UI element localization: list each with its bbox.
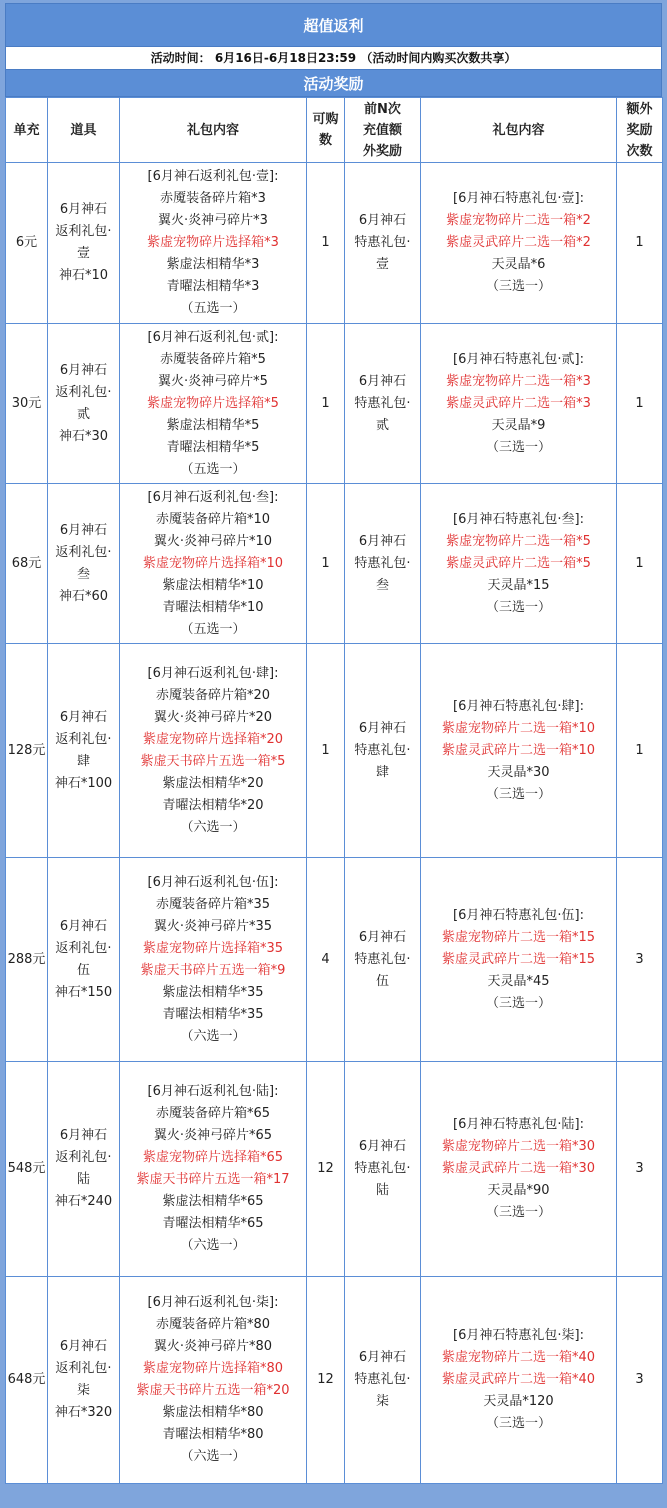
content-line: （六选一） <box>180 1449 246 1464</box>
bonus-count-cell: 1 <box>617 644 663 858</box>
bonus-item-line: 特惠礼包· <box>354 235 411 250</box>
bonus-content-line: 紫虚宠物碎片二选一箱*5 <box>446 533 591 549</box>
content-line: 紫虚法相精华*65 <box>162 1194 264 1209</box>
bonus-item-line: 6月神石 <box>358 373 407 389</box>
price-cell: 30元 <box>6 324 48 484</box>
content-line: 赤魇装备碎片箱*35 <box>155 896 271 912</box>
content-line: 紫虚宠物碎片选择箱*65 <box>142 1150 284 1165</box>
bonus-content-line: 紫虚宠物碎片二选一箱*2 <box>446 213 591 228</box>
bonus-content-line: 紫虚灵武碎片二选一箱*2 <box>446 235 591 250</box>
bonus-item-line: 特惠礼包· <box>354 555 411 571</box>
content-line: 青曜法相精华*65 <box>162 1216 264 1231</box>
table-row <box>6 163 663 324</box>
count-cell: 1 <box>307 324 345 484</box>
bonus-content-line: 紫虚宠物碎片二选一箱*40 <box>441 1350 596 1365</box>
content-line: 翼火·炎神弓碎片*65 <box>153 1128 273 1143</box>
price-cell: 68元 <box>6 484 48 644</box>
content-line: 翼火·炎神弓碎片*20 <box>153 709 273 725</box>
bonus-content-line: 紫虚宠物碎片二选一箱*30 <box>441 1139 596 1154</box>
item-line: 神石*150 <box>54 984 113 1000</box>
item-cell <box>48 1277 120 1484</box>
bonus-content-line: 紫虚灵武碎片二选一箱*40 <box>441 1372 596 1387</box>
content-line: 紫虚宠物碎片选择箱*3 <box>147 235 279 250</box>
column-header-bonus-content: 礼包内容 <box>421 98 617 163</box>
bonus-item-line: 肆 <box>375 764 389 780</box>
content-line: [6月神石返利礼包·陆]: <box>147 1084 279 1099</box>
item-line: 6月神石 <box>59 709 108 725</box>
item-line: 6月神石 <box>59 1339 108 1354</box>
content-cell <box>120 324 307 484</box>
page-title: 超值返利 <box>5 3 662 47</box>
bonus-item-line: 特惠礼包· <box>354 1372 411 1387</box>
content-line: 紫虚宠物碎片选择箱*80 <box>142 1361 284 1376</box>
content-line: [6月神石返利礼包·壹]: <box>147 169 279 184</box>
content-line: 赤魇装备碎片箱*3 <box>160 191 266 206</box>
item-line: 柒 <box>76 1383 90 1398</box>
item-cell <box>48 484 120 644</box>
item-line: 壹 <box>76 246 90 261</box>
footer-band <box>5 1484 662 1508</box>
count-cell: 1 <box>307 644 345 858</box>
bonus-count-cell: 1 <box>617 484 663 644</box>
item-line: 6月神石 <box>59 362 108 378</box>
item-line: 伍 <box>76 962 90 978</box>
bonus-item-line: 陆 <box>375 1183 389 1198</box>
bonus-count-cell: 3 <box>617 1062 663 1277</box>
item-line: 肆 <box>76 753 90 769</box>
bonus-item-line: 6月神石 <box>358 720 407 736</box>
bonus-content-line: （三选一） <box>485 599 551 615</box>
item-line: 返利礼包· <box>55 1150 112 1165</box>
content-line: 紫虚天书碎片五选一箱*9 <box>140 962 286 978</box>
content-line: （六选一） <box>180 819 246 835</box>
bonus-content-line: 天灵晶*45 <box>487 973 550 989</box>
bonus-content-line: [6月神石特惠礼包·柒]: <box>453 1328 584 1343</box>
content-line: （六选一） <box>180 1028 246 1044</box>
item-line: 6月神石 <box>59 918 108 934</box>
item-line: 返利礼包· <box>55 224 112 239</box>
item-cell <box>48 324 120 484</box>
item-line: 返利礼包· <box>55 940 112 956</box>
content-line: 青曜法相精华*35 <box>162 1006 264 1022</box>
item-line: 返利礼包· <box>55 1361 112 1376</box>
content-line: 赤魇装备碎片箱*65 <box>155 1106 271 1121</box>
bonus-content-line: 天灵晶*30 <box>487 764 550 780</box>
bonus-content-cell <box>421 324 617 484</box>
column-header-bonus-item: 前N次 充值额 外奖励 <box>345 98 421 163</box>
content-line: [6月神石返利礼包·伍]: <box>147 874 279 890</box>
bonus-content-line: 天灵晶*9 <box>491 417 546 433</box>
bonus-content-line: （三选一） <box>485 786 551 802</box>
bonus-content-line: 紫虚灵武碎片二选一箱*10 <box>441 742 596 758</box>
bonus-item-line: 特惠礼包· <box>354 742 411 758</box>
bonus-content-cell <box>421 1062 617 1277</box>
content-line: 紫虚宠物碎片选择箱*10 <box>142 555 284 571</box>
content-line: [6月神石返利礼包·贰]: <box>147 329 279 345</box>
price-cell: 548元 <box>6 1062 48 1277</box>
bonus-item-line: 6月神石 <box>358 929 407 945</box>
bonus-content-line: 紫虚灵武碎片二选一箱*30 <box>441 1161 596 1176</box>
count-cell: 1 <box>307 484 345 644</box>
bonus-content-line: [6月神石特惠礼包·壹]: <box>453 191 584 206</box>
item-cell <box>48 163 120 324</box>
price-cell: 648元 <box>6 1277 48 1484</box>
item-line: 神石*30 <box>58 428 109 444</box>
item-line: 6月神石 <box>59 522 108 538</box>
content-line: 青曜法相精华*5 <box>166 439 260 455</box>
bonus-content-cell <box>421 644 617 858</box>
content-line: 赤魇装备碎片箱*80 <box>155 1317 271 1332</box>
bonus-content-line: （三选一） <box>485 439 551 455</box>
column-header-count: 可购 数 <box>307 98 345 163</box>
table-row <box>6 324 663 484</box>
count-cell: 12 <box>307 1062 345 1277</box>
table-row <box>6 858 663 1062</box>
content-cell <box>120 1277 307 1484</box>
bonus-content-line: 天灵晶*6 <box>491 257 546 272</box>
item-line: 6月神石 <box>59 1128 108 1143</box>
content-line: 紫虚法相精华*5 <box>166 417 260 433</box>
content-line: 紫虚法相精华*3 <box>166 257 260 272</box>
bonus-content-line: [6月神石特惠礼包·肆]: <box>453 698 584 714</box>
bonus-item-line: 6月神石 <box>358 1139 407 1154</box>
bonus-content-cell <box>421 484 617 644</box>
section-title: 活动奖励 <box>5 69 662 97</box>
bonus-content-line: 天灵晶*15 <box>487 577 550 593</box>
table-row <box>6 644 663 858</box>
item-cell <box>48 858 120 1062</box>
column-header-content: 礼包内容 <box>120 98 307 163</box>
content-line: 紫虚法相精华*10 <box>162 577 264 593</box>
content-line: [6月神石返利礼包·柒]: <box>147 1295 279 1310</box>
content-cell <box>120 858 307 1062</box>
bonus-count-cell: 3 <box>617 1277 663 1484</box>
count-cell: 1 <box>307 163 345 324</box>
content-line: 紫虚法相精华*35 <box>162 984 264 1000</box>
content-line: 赤魇装备碎片箱*10 <box>155 511 271 527</box>
price-cell: 6元 <box>6 163 48 324</box>
content-line: （五选一） <box>180 301 246 316</box>
column-header-item: 道具 <box>48 98 120 163</box>
event-time <box>5 47 662 69</box>
item-line: 返利礼包· <box>55 384 112 400</box>
item-line: 陆 <box>76 1172 90 1187</box>
bonus-content-line: 天灵晶*120 <box>483 1394 554 1409</box>
bonus-content-line: 天灵晶*90 <box>487 1183 550 1198</box>
content-cell <box>120 163 307 324</box>
bonus-item-line: 特惠礼包· <box>354 951 411 967</box>
content-cell <box>120 1062 307 1277</box>
bonus-content-line: 紫虚灵武碎片二选一箱*5 <box>446 555 591 571</box>
content-line: 赤魇装备碎片箱*20 <box>155 687 271 703</box>
count-cell: 12 <box>307 1277 345 1484</box>
bonus-content-line: 紫虚灵武碎片二选一箱*15 <box>441 951 596 967</box>
column-header-price: 单充 <box>6 98 48 163</box>
bonus-item-line: 柒 <box>375 1394 389 1409</box>
bonus-item-cell <box>345 644 421 858</box>
bonus-content-line: （三选一） <box>485 1416 551 1431</box>
table-header-row <box>6 98 663 163</box>
bonus-item-line: 贰 <box>375 417 389 433</box>
bonus-content-line: 紫虚灵武碎片二选一箱*3 <box>446 395 591 411</box>
content-line: （五选一） <box>180 461 246 477</box>
table-row <box>6 1062 663 1277</box>
bonus-content-line: [6月神石特惠礼包·叁]: <box>453 511 584 527</box>
bonus-item-line: 叁 <box>375 577 389 593</box>
table-body <box>6 163 663 1484</box>
table-row <box>6 1277 663 1484</box>
bonus-count-cell: 3 <box>617 858 663 1062</box>
event-time-value: 6月16日-6月18日23:59 <box>214 51 357 65</box>
bonus-item-cell <box>345 163 421 324</box>
content-line: 紫虚宠物碎片选择箱*5 <box>147 395 279 411</box>
item-line: 神石*60 <box>58 588 109 604</box>
item-line: 贰 <box>76 406 90 422</box>
content-line: 赤魇装备碎片箱*5 <box>160 351 266 367</box>
price-cell: 288元 <box>6 858 48 1062</box>
content-line: 翼火·炎神弓碎片*10 <box>153 533 273 549</box>
bonus-item-line: 6月神石 <box>358 1350 407 1365</box>
item-line: 神石*100 <box>54 775 113 791</box>
bonus-count-cell: 1 <box>617 163 663 324</box>
bonus-content-line: 紫虚宠物碎片二选一箱*10 <box>441 720 596 736</box>
column-header-bonus-count: 额外 奖励 次数 <box>617 98 663 163</box>
rewards-table <box>5 97 663 1484</box>
content-cell <box>120 484 307 644</box>
bonus-content-cell <box>421 163 617 324</box>
item-line: 叁 <box>76 566 90 582</box>
content-line: 紫虚天书碎片五选一箱*20 <box>136 1383 290 1398</box>
content-line: [6月神石返利礼包·叁]: <box>147 489 279 505</box>
bonus-item-line: 6月神石 <box>358 533 407 549</box>
item-cell <box>48 1062 120 1277</box>
item-line: 神石*320 <box>54 1405 113 1420</box>
bonus-item-cell <box>345 324 421 484</box>
content-line: 青曜法相精华*80 <box>162 1427 264 1442</box>
content-line: 翼火·炎神弓碎片*3 <box>158 213 268 228</box>
event-time-note: （活动时间内购买次数共享） <box>360 51 517 65</box>
bonus-content-line: [6月神石特惠礼包·陆]: <box>453 1117 584 1132</box>
bonus-item-cell <box>345 858 421 1062</box>
item-line: 返利礼包· <box>55 731 112 747</box>
bonus-content-line: （三选一） <box>485 995 551 1011</box>
content-line: 青曜法相精华*3 <box>166 279 260 294</box>
content-line: 青曜法相精华*10 <box>162 599 264 615</box>
content-line: 紫虚法相精华*80 <box>162 1405 264 1420</box>
content-line: 紫虚天书碎片五选一箱*17 <box>136 1172 290 1187</box>
bonus-content-line: 紫虚宠物碎片二选一箱*3 <box>446 373 591 389</box>
content-cell <box>120 644 307 858</box>
table-row <box>6 484 663 644</box>
bonus-content-line: [6月神石特惠礼包·伍]: <box>453 907 584 923</box>
bonus-item-line: 6月神石 <box>358 213 407 228</box>
bonus-item-cell <box>345 1277 421 1484</box>
bonus-content-line: [6月神石特惠礼包·贰]: <box>453 351 584 367</box>
item-cell <box>48 644 120 858</box>
content-line: 青曜法相精华*20 <box>162 797 264 813</box>
content-line: 紫虚天书碎片五选一箱*5 <box>140 753 286 769</box>
item-line: 6月神石 <box>59 202 108 217</box>
content-line: 翼火·炎神弓碎片*35 <box>153 918 273 934</box>
bonus-content-line: （三选一） <box>485 279 551 294</box>
bonus-item-line: 特惠礼包· <box>354 1161 411 1176</box>
bonus-content-line: 紫虚宠物碎片二选一箱*15 <box>441 929 596 945</box>
bonus-item-cell <box>345 1062 421 1277</box>
bonus-item-line: 特惠礼包· <box>354 395 411 411</box>
bonus-item-cell <box>345 484 421 644</box>
content-line: 紫虚宠物碎片选择箱*35 <box>142 940 284 956</box>
bonus-content-cell <box>421 858 617 1062</box>
item-line: 神石*240 <box>54 1194 113 1209</box>
bonus-content-cell <box>421 1277 617 1484</box>
price-cell: 128元 <box>6 644 48 858</box>
event-time-label: 活动时间： <box>150 51 211 65</box>
content-line: [6月神石返利礼包·肆]: <box>147 665 279 681</box>
content-line: （五选一） <box>180 621 246 637</box>
count-cell: 4 <box>307 858 345 1062</box>
bonus-content-line: （三选一） <box>485 1205 551 1220</box>
bonus-item-line: 伍 <box>375 973 389 989</box>
bonus-item-line: 壹 <box>375 257 389 272</box>
content-line: 紫虚法相精华*20 <box>162 775 264 791</box>
bonus-count-cell: 1 <box>617 324 663 484</box>
item-line: 返利礼包· <box>55 544 112 560</box>
content-line: 翼火·炎神弓碎片*80 <box>153 1339 273 1354</box>
content-line: 翼火·炎神弓碎片*5 <box>158 373 268 389</box>
content-line: 紫虚宠物碎片选择箱*20 <box>142 731 284 747</box>
item-line: 神石*10 <box>58 268 109 283</box>
content-line: （六选一） <box>180 1238 246 1253</box>
promo-panel <box>5 3 662 1508</box>
